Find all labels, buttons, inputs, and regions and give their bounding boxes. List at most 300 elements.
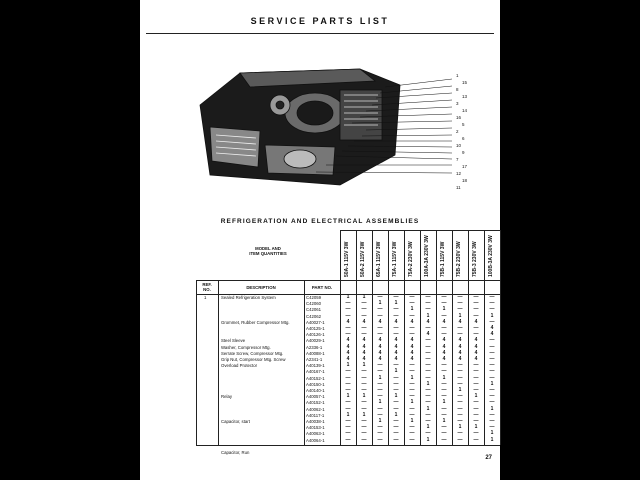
quantity-cell: —: [393, 430, 399, 437]
quantity-cell: —: [441, 362, 447, 369]
quantity-cell: —: [345, 430, 351, 437]
quantity-cell: —: [345, 306, 351, 313]
quantity-cell: —: [377, 294, 383, 300]
callout-number: 14: [462, 108, 468, 113]
quantity-cell: —: [409, 387, 415, 393]
table-rule: [196, 445, 500, 446]
quantity-cell: —: [409, 411, 415, 418]
quantity-cell: —: [473, 374, 479, 381]
quantity-cell: —: [441, 387, 447, 393]
quantity-cell: —: [489, 318, 495, 325]
callout-number: 15: [462, 80, 468, 85]
quantity-cell: 1: [458, 312, 462, 319]
part-number: C42060: [306, 301, 322, 307]
quantity-cell: —: [425, 337, 431, 344]
quantity-cell: —: [425, 411, 431, 418]
quantity-cell: —: [489, 424, 495, 431]
callout-number: 13: [462, 94, 468, 99]
part-number: A2336-1: [306, 344, 323, 350]
quantity-cell: —: [361, 325, 367, 331]
quantity-cell: 4: [442, 343, 446, 350]
quantity-cell: —: [489, 300, 495, 307]
quantity-cell: 4: [410, 349, 414, 356]
part-description: Capacitor, Run: [221, 450, 250, 455]
quantity-cell: —: [489, 356, 495, 362]
quantity-cell: —: [489, 294, 495, 300]
part-number: A40088-1: [306, 350, 325, 356]
quantity-cell: 1: [362, 411, 366, 418]
quantity-cell: 1: [490, 430, 494, 437]
part-description: Sealed Refrigeration System: [221, 295, 276, 300]
part-number: C42059: [306, 295, 322, 300]
part-number: A40064-1: [306, 437, 325, 443]
quantity-cell: —: [345, 405, 351, 412]
quantity-cell: —: [345, 418, 351, 424]
quantity-cell: —: [473, 387, 479, 393]
quantity-cell: 1: [362, 393, 366, 400]
quantity-cell: —: [345, 374, 351, 381]
quantity-cell: 4: [394, 318, 398, 325]
quantity-cell: —: [377, 380, 383, 387]
ref-no-header: REF. NO.: [202, 282, 212, 292]
quantity-cell: —: [457, 374, 463, 381]
callout-number: 11: [456, 185, 461, 190]
model-column-header: 50A-1 115V 3W: [344, 241, 350, 277]
quantity-cell: —: [377, 325, 383, 331]
part-number: A2341-1: [306, 357, 323, 362]
quantity-cell: —: [425, 393, 431, 400]
part-number: A40126-1: [306, 332, 325, 338]
part-description: Serrate Screw, Compressor Mtg.: [221, 350, 284, 356]
quantity-cell: —: [361, 436, 367, 443]
quantity-cell: —: [457, 393, 463, 400]
quantity-cell: —: [473, 294, 479, 300]
quantity-cell: —: [489, 387, 495, 393]
quantity-cell: —: [377, 362, 383, 369]
model-column-header: 100B-3A 230V 3W: [488, 235, 494, 277]
quantity-cell: 4: [474, 318, 478, 325]
part-number: A40152-1: [306, 400, 325, 406]
part-number: A40167-1: [306, 369, 325, 375]
part-number: A40117-1: [306, 412, 325, 418]
quantity-cell: 1: [474, 424, 478, 431]
part-number: A40140-1: [306, 388, 325, 393]
quantity-cell: 1: [490, 380, 494, 387]
quantity-cell: 4: [346, 337, 350, 344]
callout-number: 2: [456, 129, 459, 134]
part-description: Washer, Compressor Mtg.: [221, 344, 271, 350]
quantity-cell: 1: [426, 312, 430, 319]
quantity-cell: 1: [346, 294, 350, 300]
quantity-cell: —: [425, 430, 431, 437]
quantity-cell: —: [361, 387, 367, 393]
quantity-cell: 4: [442, 349, 446, 356]
quantity-cell: 1: [490, 405, 494, 412]
quantity-cell: —: [457, 399, 463, 406]
quantity-cell: —: [457, 436, 463, 443]
quantity-cell: 4: [458, 356, 462, 362]
parts-list-sheet: [140, 0, 500, 480]
quantity-cell: 1: [394, 300, 398, 307]
quantity-cell: 1: [458, 424, 462, 431]
quantity-cell: —: [345, 368, 351, 375]
part-number: A40062-1: [306, 406, 325, 412]
part-number: A40125-1: [306, 326, 325, 331]
quantity-cell: —: [473, 312, 479, 319]
quantity-cell: 1: [474, 393, 478, 400]
quantity-cell: 4: [410, 356, 414, 362]
quantity-cell: —: [377, 368, 383, 375]
quantity-cell: —: [457, 306, 463, 313]
quantity-cell: —: [409, 362, 415, 369]
quantity-cell: 4: [490, 325, 494, 331]
callout-number: 18: [462, 178, 468, 183]
quantity-cell: 1: [410, 399, 414, 406]
quantity-cell: —: [409, 380, 415, 387]
quantity-cell: —: [489, 393, 495, 400]
quantity-cell: —: [361, 312, 367, 319]
quantity-cell: 1: [442, 374, 446, 381]
part-number: A40139-1: [306, 363, 325, 369]
quantity-cell: —: [473, 430, 479, 437]
page-number: 27: [485, 455, 492, 461]
quantity-cell: 1: [490, 312, 494, 319]
quantity-cell: 4: [362, 337, 366, 344]
quantity-cell: —: [425, 356, 431, 362]
quantity-cell: —: [345, 399, 351, 406]
quantity-cell: —: [457, 368, 463, 375]
part-description: Relay: [221, 394, 232, 400]
model-column-header: 75B-1 115V 3W: [440, 241, 446, 277]
quantity-cell: 4: [458, 318, 462, 325]
quantity-cell: —: [361, 300, 367, 307]
quantity-cell: 1: [410, 418, 414, 424]
quantity-cell: —: [377, 411, 383, 418]
quantity-cell: —: [441, 300, 447, 307]
description-header: DESCRIPTION: [246, 285, 276, 290]
quantity-cell: 1: [442, 418, 446, 424]
quantity-cell: —: [345, 436, 351, 443]
quantity-cell: —: [409, 368, 415, 375]
quantity-cell: —: [409, 393, 415, 400]
quantity-cell: —: [361, 374, 367, 381]
quantity-cell: 4: [442, 356, 446, 362]
quantity-cell: —: [393, 362, 399, 369]
quantity-cell: 1: [410, 374, 414, 381]
quantity-cell: —: [457, 430, 463, 437]
quantity-cell: —: [441, 430, 447, 437]
quantity-cell: —: [361, 306, 367, 313]
quantity-cell: 1: [378, 374, 382, 381]
quantity-cell: —: [457, 362, 463, 369]
callout-number: 7: [456, 157, 459, 162]
quantity-cell: —: [409, 424, 415, 431]
quantity-cell: 4: [442, 318, 446, 325]
part-number: A40029-1: [306, 338, 325, 344]
part-number: A40038-1: [306, 419, 325, 424]
table-rule: [304, 280, 305, 445]
quantity-cell: 4: [394, 356, 398, 362]
quantity-cell: 4: [410, 318, 414, 325]
quantity-cell: 4: [362, 343, 366, 350]
quantity-cell: 1: [394, 393, 398, 400]
quantity-cell: —: [457, 331, 463, 338]
quantity-cell: —: [377, 331, 383, 338]
quantity-cell: 4: [394, 349, 398, 356]
part-number: A40027-1: [306, 319, 325, 325]
parts-table: [196, 230, 500, 455]
model-column-header: 75A-1 115V 3W: [392, 241, 398, 277]
quantity-cell: 1: [442, 399, 446, 406]
quantity-cell: 4: [426, 318, 430, 325]
part-number: A40063-1: [306, 431, 325, 437]
quantity-cell: 4: [410, 337, 414, 344]
part-description: Steel Sleeve: [221, 338, 246, 344]
quantity-cell: —: [393, 436, 399, 443]
quantity-cell: —: [377, 424, 383, 431]
quantity-cell: —: [361, 424, 367, 431]
quantity-cell: 4: [378, 349, 382, 356]
quantity-cell: —: [441, 368, 447, 375]
quantity-cell: —: [441, 405, 447, 412]
quantity-cell: —: [409, 331, 415, 338]
part-description: Grommet, Rubber Compressor Mtg.: [221, 319, 290, 325]
quantity-cell: —: [489, 374, 495, 381]
quantity-cell: 4: [378, 356, 382, 362]
quantity-cell: —: [377, 436, 383, 443]
quantity-cell: 4: [346, 356, 350, 362]
quantity-cell: 4: [394, 343, 398, 350]
quantity-cell: —: [441, 424, 447, 431]
quantity-cell: 4: [442, 337, 446, 344]
ref-number: 1: [204, 295, 207, 300]
quantity-cell: —: [345, 424, 351, 431]
quantity-cell: —: [425, 362, 431, 369]
quantity-cell: —: [457, 294, 463, 300]
table-rule: [196, 280, 197, 445]
quantity-cell: —: [489, 399, 495, 406]
quantity-cell: —: [489, 362, 495, 369]
part-description: Capacitor, start: [221, 419, 250, 424]
quantity-cell: 1: [394, 368, 398, 375]
quantity-cell: —: [473, 405, 479, 412]
header-rule: [146, 33, 494, 34]
quantity-cell: 1: [442, 306, 446, 313]
quantity-cell: —: [345, 387, 351, 393]
quantity-cell: —: [393, 374, 399, 381]
part-no-header: PART NO.: [311, 285, 333, 290]
quantity-cell: —: [425, 343, 431, 350]
table-rule: [196, 280, 500, 281]
quantity-cell: 4: [378, 337, 382, 344]
quantity-cell: —: [441, 380, 447, 387]
quantity-cell: —: [457, 411, 463, 418]
quantity-cell: —: [361, 331, 367, 338]
quantity-cell: 1: [490, 436, 494, 443]
table-rule: [500, 230, 501, 445]
part-number: C42062: [306, 313, 322, 319]
quantity-cell: 1: [426, 436, 430, 443]
quantity-cell: —: [473, 380, 479, 387]
quantity-cell: —: [457, 325, 463, 331]
quantity-cell: —: [345, 300, 351, 307]
quantity-cell: —: [425, 349, 431, 356]
quantity-cell: —: [473, 325, 479, 331]
quantity-cell: —: [361, 368, 367, 375]
quantity-cell: —: [457, 380, 463, 387]
quantity-cell: —: [473, 300, 479, 307]
model-column-header: 65A-1 115V 3W: [376, 241, 382, 277]
quantity-cell: 4: [378, 343, 382, 350]
callout-number: 1: [456, 73, 459, 78]
quantity-cell: —: [425, 325, 431, 331]
quantity-cell: —: [377, 312, 383, 319]
quantity-cell: —: [489, 343, 495, 350]
part-number: A40150-1: [306, 381, 325, 387]
quantity-cell: —: [425, 374, 431, 381]
quantity-cell: —: [377, 405, 383, 412]
quantity-cell: —: [457, 418, 463, 424]
quantity-cell: —: [409, 294, 415, 300]
quantity-cell: —: [377, 387, 383, 393]
quantity-cell: —: [409, 325, 415, 331]
quantity-cell: 4: [490, 331, 494, 338]
quantity-cell: —: [393, 424, 399, 431]
quantity-cell: 1: [394, 411, 398, 418]
quantity-cell: —: [425, 300, 431, 307]
quantity-cell: —: [345, 380, 351, 387]
quantity-cell: 1: [458, 387, 462, 393]
quantity-cell: —: [441, 325, 447, 331]
callout-number: 8: [456, 87, 459, 92]
quantity-cell: —: [393, 405, 399, 412]
quantity-cell: —: [457, 405, 463, 412]
quantity-cell: —: [473, 306, 479, 313]
quantity-cell: —: [393, 331, 399, 338]
quantity-cell: 1: [426, 424, 430, 431]
quantity-cell: —: [345, 331, 351, 338]
quantity-cell: —: [425, 418, 431, 424]
quantity-cell: 4: [474, 356, 478, 362]
table-rule: [340, 230, 500, 231]
callout-number: 6: [462, 136, 465, 141]
quantity-cell: —: [489, 368, 495, 375]
quantity-cell: —: [345, 312, 351, 319]
quantity-cell: —: [361, 405, 367, 412]
quantity-cell: —: [425, 399, 431, 406]
quantity-cell: 4: [474, 343, 478, 350]
quantity-cell: —: [441, 294, 447, 300]
quantity-cell: —: [361, 418, 367, 424]
quantity-cell: —: [361, 430, 367, 437]
page-header: SERVICE PARTS LIST: [250, 16, 390, 26]
callout-number: 16: [456, 115, 462, 120]
callout-number: 10: [456, 143, 462, 148]
quantity-cell: —: [393, 294, 399, 300]
quantity-cell: —: [425, 294, 431, 300]
quantity-cell: 1: [378, 300, 382, 307]
part-number: C42061: [306, 307, 322, 313]
model-column-header: 75A-2 230V 3W: [408, 241, 414, 277]
quantity-cell: 4: [362, 356, 366, 362]
part-number: A40153-1: [306, 425, 325, 431]
model-column-header: 50A-2 115V 3W: [360, 241, 366, 277]
part-description: Overload Protector: [221, 363, 258, 369]
quantity-cell: —: [441, 312, 447, 319]
quantity-cell: —: [393, 418, 399, 424]
quantity-cell: 4: [458, 337, 462, 344]
quantity-cell: 4: [394, 337, 398, 344]
quantity-cell: 4: [426, 331, 430, 338]
quantity-cell: —: [457, 300, 463, 307]
quantity-cell: 4: [474, 337, 478, 344]
quantity-cell: 4: [474, 349, 478, 356]
air-conditioner-illustration: [140, 35, 500, 235]
table-rule: [218, 280, 219, 445]
quantity-cell: —: [473, 399, 479, 406]
quantity-cell: —: [473, 331, 479, 338]
callout-number: 3: [456, 101, 459, 106]
quantity-cell: —: [425, 306, 431, 313]
quantity-cell: —: [409, 312, 415, 319]
quantity-cell: 1: [378, 418, 382, 424]
quantity-cell: —: [393, 312, 399, 319]
quantity-cell: —: [393, 399, 399, 406]
quantity-cell: —: [393, 387, 399, 393]
quantity-cell: —: [489, 418, 495, 424]
quantity-cell: 4: [346, 318, 350, 325]
quantity-cell: 1: [378, 399, 382, 406]
quantity-cell: —: [473, 368, 479, 375]
quantity-cell: —: [393, 380, 399, 387]
quantity-cell: 1: [426, 380, 430, 387]
quantity-cell: —: [393, 325, 399, 331]
quantity-cell: 4: [346, 343, 350, 350]
quantity-cell: 1: [346, 393, 350, 400]
quantity-cell: —: [377, 430, 383, 437]
quantity-cell: —: [473, 436, 479, 443]
section-title: REFRIGERATION AND ELECTRICAL ASSEMBLIES: [220, 218, 420, 225]
quantity-cell: 4: [378, 318, 382, 325]
quantity-cell: 1: [362, 362, 366, 369]
quantity-cell: 1: [426, 405, 430, 412]
quantity-cell: —: [489, 411, 495, 418]
callout-number: 9: [462, 150, 465, 155]
model-quantities-header: MODEL AND ITEM QUANTITIES: [249, 246, 287, 256]
quantity-cell: 4: [362, 318, 366, 325]
part-description: Grip Nut, Compressor Mtg. Screw: [221, 357, 286, 362]
quantity-cell: 1: [346, 362, 350, 369]
quantity-cell: —: [489, 349, 495, 356]
quantity-cell: 1: [410, 306, 414, 313]
quantity-cell: —: [489, 306, 495, 313]
quantity-cell: —: [409, 405, 415, 412]
quantity-cell: —: [377, 393, 383, 400]
quantity-cell: 4: [346, 349, 350, 356]
model-column-header: 75B-2 230V 3W: [456, 241, 462, 277]
quantity-cell: —: [361, 380, 367, 387]
quantity-cell: —: [441, 411, 447, 418]
callout-number: 17: [462, 164, 468, 169]
quantity-cell: —: [393, 306, 399, 313]
quantity-cell: —: [377, 306, 383, 313]
part-number: A40057-1: [306, 394, 325, 400]
model-column-header: 100A-3A 230V 3W: [424, 235, 430, 277]
quantity-cell: —: [489, 337, 495, 344]
quantity-cell: —: [345, 325, 351, 331]
quantity-cell: 4: [410, 343, 414, 350]
quantity-cell: 1: [362, 294, 366, 300]
